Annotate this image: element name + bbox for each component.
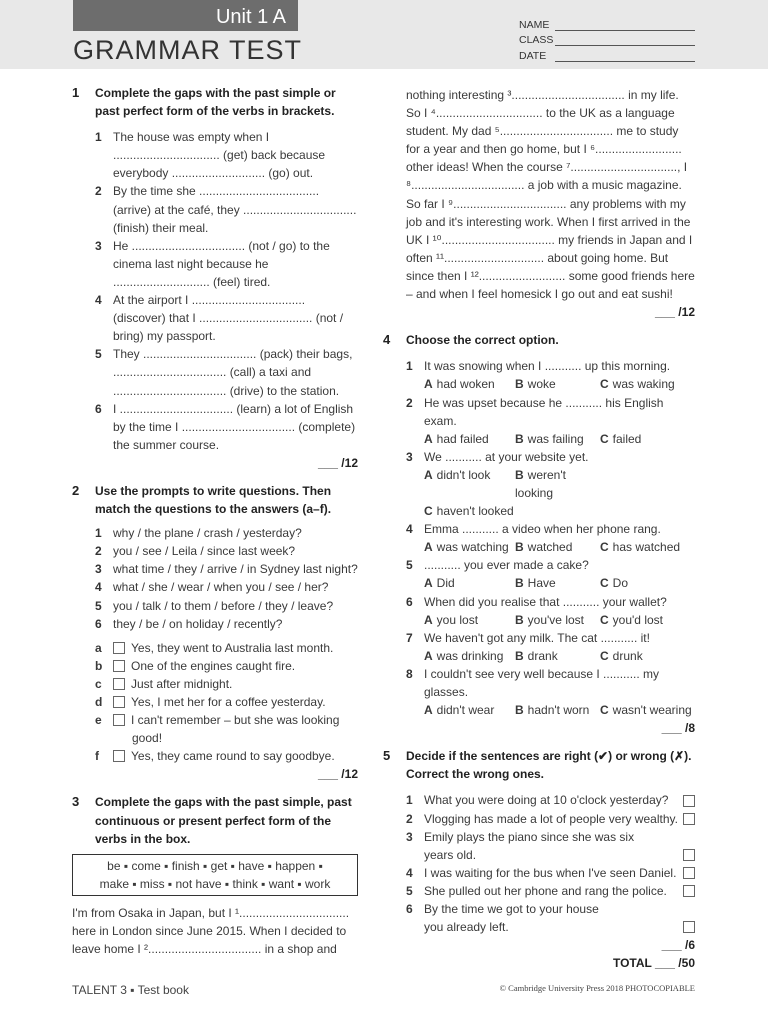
page-title: GRAMMAR TEST bbox=[73, 35, 303, 65]
list-item: 2 By the time she .................................... (arrive) at the café, they .................................. (finish) their meal. bbox=[95, 184, 357, 235]
option-a[interactable]: A had woken bbox=[424, 377, 495, 392]
question-item: 7 We haven't got any milk. The cat ........... it! bbox=[406, 630, 650, 645]
sentence-item: 3 Emily plays the piano since she was six years old. bbox=[406, 828, 695, 864]
answer-checkbox[interactable] bbox=[113, 750, 125, 762]
option-c[interactable]: C Do bbox=[600, 576, 629, 591]
answer-options bbox=[406, 611, 695, 629]
option-c[interactable]: C haven't looked bbox=[424, 504, 514, 519]
answer-options bbox=[406, 430, 695, 448]
exercise-4-score: ___ /8 bbox=[661, 721, 695, 736]
answer-options bbox=[406, 647, 695, 665]
page-header bbox=[0, 0, 768, 69]
exercise-5-score: ___ /6 bbox=[661, 938, 695, 953]
unit-label: Unit 1 A bbox=[215, 6, 286, 28]
answer-item: c Just after midnight. bbox=[95, 676, 233, 691]
option-a[interactable]: A had failed bbox=[424, 431, 489, 446]
sentence-item: 1 What you were doing at 10 o'clock yesterday? bbox=[406, 791, 695, 809]
answer-options bbox=[406, 574, 695, 592]
right-wrong-checkbox[interactable] bbox=[683, 921, 695, 933]
list-item: 4 At the airport I .................................. (discover) that I .................................. (not / bring) my passport. bbox=[95, 293, 344, 344]
answer-options bbox=[406, 502, 695, 520]
footer-copyright: © Cambridge University Press 2018 PHOTOCOPIABLE bbox=[499, 983, 695, 993]
option-a[interactable]: A you lost bbox=[424, 612, 479, 627]
exercise-3-text-part1: I'm from Osaka in Japan, but I ¹................................. here in London since June 2015. When I decided to leave home I ².................................. in a shop and bbox=[72, 905, 350, 956]
student-info-fields bbox=[519, 15, 695, 62]
right-wrong-checkbox[interactable] bbox=[683, 795, 695, 807]
list-item: 1 The house was empty when I ................................ (get) back because everybody ............................ (go) out. bbox=[95, 130, 326, 181]
exercise-5-items bbox=[383, 791, 695, 936]
exercise-2-answers bbox=[72, 639, 358, 766]
question-item: 3 We ........... at your website yet. bbox=[406, 449, 589, 464]
option-b[interactable]: B you've lost bbox=[515, 612, 584, 627]
exercise-5-heading: 5 Decide if the sentences are right (✔) or wrong (✗). Correct the wrong ones. bbox=[383, 748, 692, 782]
answer-options bbox=[406, 375, 695, 393]
option-a[interactable]: A Did bbox=[424, 576, 455, 591]
option-c[interactable]: C you'd lost bbox=[600, 612, 663, 627]
exercise-1-items bbox=[72, 128, 358, 454]
list-item: 2 you / see / Leila / since last week? bbox=[95, 544, 296, 559]
word-box: be ▪ come ▪ finish ▪ get ▪ have ▪ happen ▪ make ▪ miss ▪ not have ▪ think ▪ want ▪ work bbox=[72, 854, 358, 896]
exercise-3-text-part2: nothing interesting ³.................................. in my life. So I ⁴................................ to the UK as a language student. My dad ⁵.................................. me to study for a year and then go home, but I ⁶.......................... other ideas! When the course ⁷................................, I ⁸.................................. a job with a music magazine. So far I ⁹.................................. any problems with my job and it's interesting work. When I first arrived in the UK I ¹⁰.................................. my friends in Japan and I often ¹¹.............................. about going home. But since then I ¹².......................... some good friends here – and when I feel homesick I go out and eat sushi! bbox=[406, 88, 695, 302]
exercise-2-score: ___ /12 bbox=[317, 767, 358, 782]
list-item: 1 why / the plane / crash / yesterday? bbox=[95, 526, 302, 541]
list-item: 4 what / she / wear / when you / see / her? bbox=[95, 580, 329, 595]
question-item: 5 ........... you ever made a cake? bbox=[406, 558, 589, 573]
answer-item: b One of the engines caught fire. bbox=[95, 658, 296, 673]
option-c[interactable]: C has watched bbox=[600, 540, 681, 555]
right-wrong-checkbox[interactable] bbox=[683, 813, 695, 825]
option-b[interactable]: B was failing bbox=[515, 431, 584, 446]
answer-item: a Yes, they went to Australia last month. bbox=[95, 640, 334, 655]
exercise-4-items bbox=[383, 357, 695, 719]
answer-checkbox[interactable] bbox=[113, 714, 125, 726]
answer-checkbox[interactable] bbox=[113, 660, 125, 672]
question-item: 1 It was snowing when I ........... up this morning. bbox=[406, 359, 671, 374]
option-a[interactable]: A didn't wear bbox=[424, 703, 495, 718]
sentence-item: 4 I was waiting for the bus when I've seen Daniel. bbox=[406, 864, 695, 882]
question-item: 4 Emma ........... a video when her phone rang. bbox=[406, 522, 661, 537]
answer-checkbox[interactable] bbox=[113, 678, 125, 690]
left-column bbox=[72, 84, 358, 958]
list-item: 5 you / talk / to them / before / they / leave? bbox=[95, 598, 334, 613]
option-b[interactable]: B drank bbox=[515, 648, 558, 663]
total-score: TOTAL ___ /50 bbox=[612, 956, 695, 971]
exercise-4-heading: 4 Choose the correct option. bbox=[383, 332, 559, 348]
date-field[interactable]: DATE bbox=[519, 46, 695, 62]
option-c[interactable]: C was waking bbox=[600, 377, 675, 392]
question-item: 6 When did you realise that ........... your wallet? bbox=[406, 594, 667, 609]
option-b[interactable]: B weren't looking bbox=[515, 467, 566, 500]
sentence-item: 2 Vlogging has made a lot of people very wealthy. bbox=[406, 810, 695, 828]
option-a[interactable]: A was watching bbox=[424, 540, 509, 555]
class-field[interactable]: CLASS bbox=[519, 31, 695, 47]
exercise-3-score: ___ /12 bbox=[654, 305, 695, 320]
option-c[interactable]: C drunk bbox=[600, 648, 643, 663]
answer-options bbox=[406, 538, 695, 556]
question-item: 8 I couldn't see very well because I ........... my glasses. bbox=[406, 666, 660, 699]
sentence-item: 6 By the time we got to your house you already left. bbox=[406, 900, 695, 936]
list-item: 6 they / be / on holiday / recently? bbox=[95, 616, 283, 631]
question-item: 2 He was upset because he ........... his English exam. bbox=[406, 395, 664, 428]
option-b[interactable]: B Have bbox=[515, 576, 556, 591]
right-wrong-checkbox[interactable] bbox=[683, 885, 695, 897]
exercise-1-score: ___ /12 bbox=[317, 455, 358, 470]
option-a[interactable]: A was drinking bbox=[424, 648, 504, 663]
sentence-item: 5 She pulled out her phone and rang the police. bbox=[406, 882, 695, 900]
exercise-3-heading: 3 Complete the gaps with the past simple, past continuous or present perfect form of the verbs in the box. bbox=[72, 794, 352, 846]
right-wrong-checkbox[interactable] bbox=[683, 867, 695, 879]
answer-checkbox[interactable] bbox=[113, 696, 125, 708]
exercise-2-prompts bbox=[72, 524, 358, 633]
right-column bbox=[383, 86, 695, 972]
option-c[interactable]: C failed bbox=[600, 431, 642, 446]
option-a[interactable]: A didn't look bbox=[424, 467, 491, 482]
option-b[interactable]: B woke bbox=[515, 377, 556, 392]
list-item: 3 what time / they / arrive / in Sydney last night? bbox=[95, 562, 358, 577]
list-item: 6 I .................................. (learn) a lot of English by the time I .................................. (complete) the summer course. bbox=[95, 401, 356, 452]
option-c[interactable]: C wasn't wearing bbox=[600, 703, 692, 718]
answer-options bbox=[406, 466, 695, 502]
answer-item: d Yes, I met her for a coffee yesterday. bbox=[95, 695, 326, 709]
list-item: 5 They .................................. (pack) their bags, .................................. (call) a taxi and .................................. (drive) to the station. bbox=[95, 347, 353, 398]
answer-checkbox[interactable] bbox=[113, 642, 125, 654]
exercise-1-heading: 1 Complete the gaps with the past simple or past perfect form of the verbs in brackets. bbox=[72, 85, 336, 119]
right-wrong-checkbox[interactable] bbox=[683, 849, 695, 861]
name-field[interactable]: NAME bbox=[519, 15, 695, 31]
option-b[interactable]: B hadn't worn bbox=[515, 703, 590, 718]
unit-banner bbox=[73, 0, 298, 31]
answer-item: e I can't remember – but she was looking good! bbox=[95, 713, 340, 746]
answer-options bbox=[406, 701, 695, 719]
list-item: 3 He .................................. (not / go) to the cinema last night because he ............................. (feel) tired. bbox=[95, 238, 330, 289]
answer-item: f Yes, they came round to say goodbye. bbox=[95, 749, 335, 764]
option-b[interactable]: B watched bbox=[515, 540, 573, 555]
footer-book-title: TALENT 3 ▪ Test book bbox=[72, 983, 189, 997]
exercise-2-heading: 2 Use the prompts to write questions. Then match the questions to the answers (a–f). bbox=[72, 482, 332, 517]
